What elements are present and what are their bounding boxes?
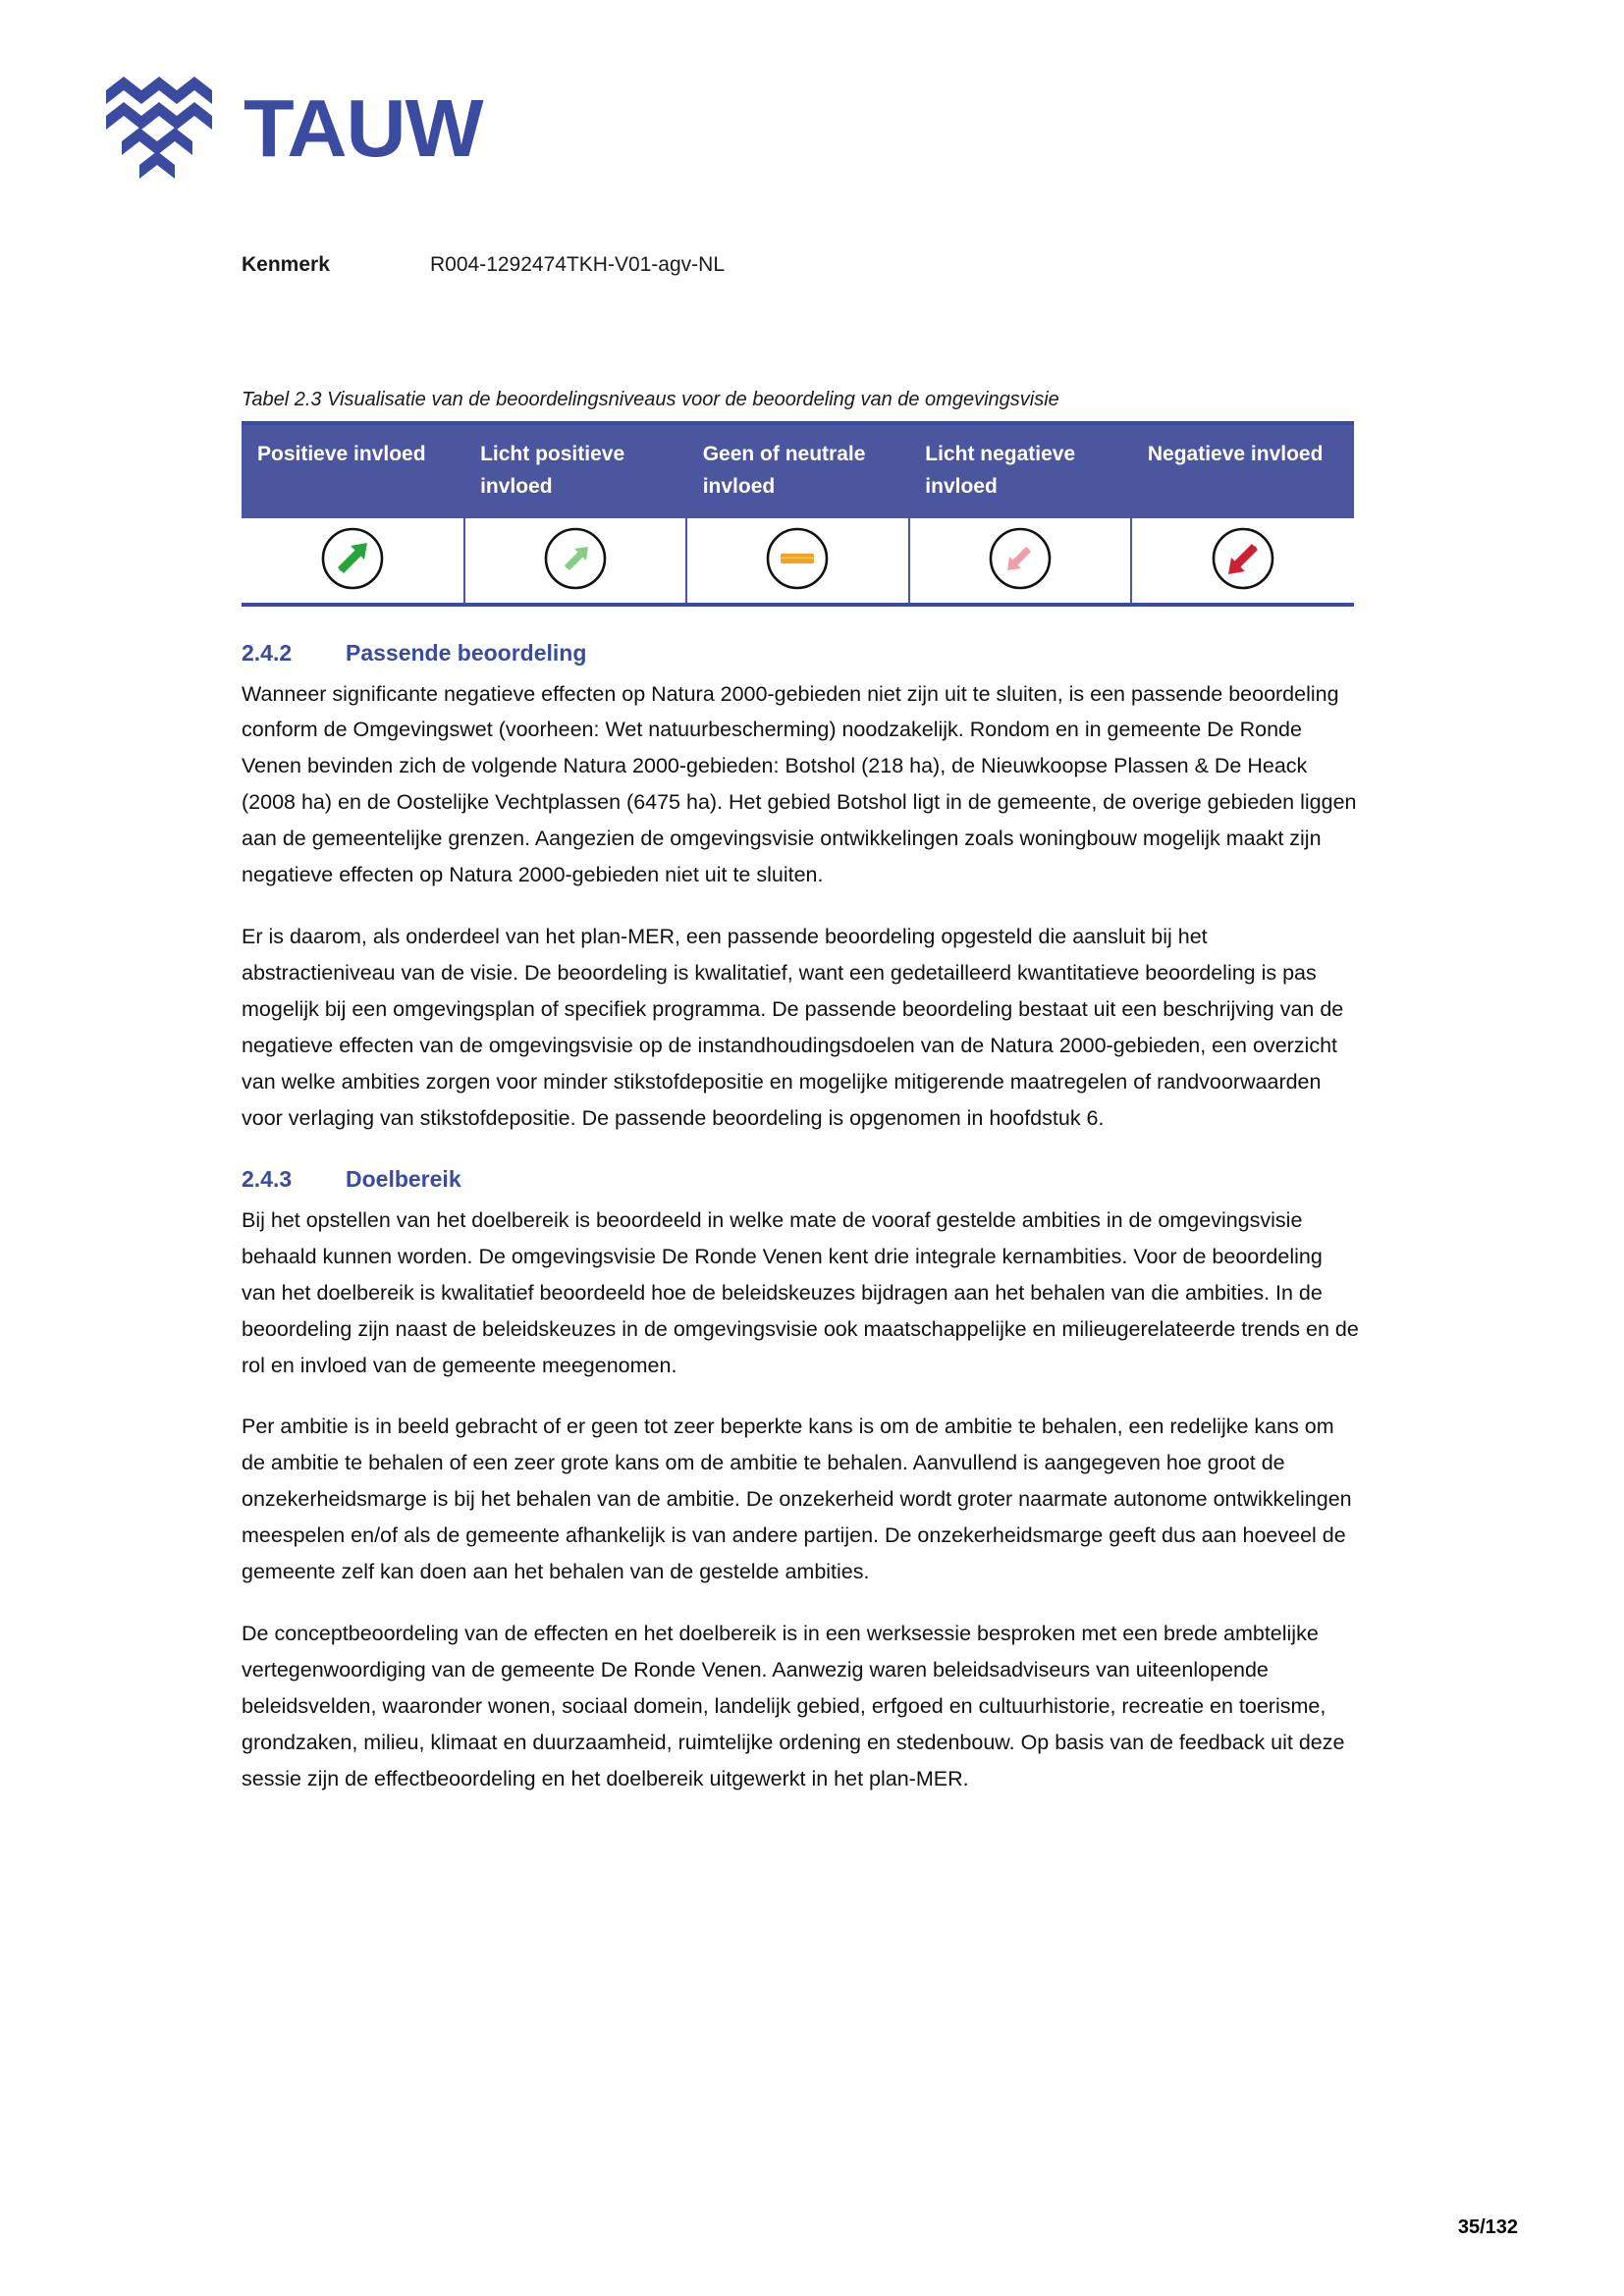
neutral-bar-orange-icon <box>764 525 831 592</box>
cell-icon-positieve-invloed <box>242 518 464 605</box>
paragraph: Er is daarom, als onderdeel van het plan-MER, een passende beoordeling opgesteld die aansluit bij het abstractieniveau van de visie. De beoordeling is kwalitatief, want een gedetailleerd kwantitatieve beoordeling is pas mogelijk bij een omgevingsplan of specifiek programma. De passende beoordeling bestaat uit een beschrijving van de negatieve effecten van de omgevingsvisie op de instandhoudingsdoelen van de Natura 2000-gebieden, een overzicht van welke ambities zorgen voor minder stikstofdepositie en mogelijke mitigerende maatregelen of randvoorwaarden voor verlaging van stikstofdepositie. De passende beoordeling is opgenomen in hoofdstuk 6. <box>242 925 1344 1131</box>
paragraph: Per ambitie is in beeld gebracht of er geen tot zeer beperkte kans is om de ambitie te behalen, een redelijke kans om de ambitie te behalen of een zeer grote kans om de ambitie te behalen. Aanvullend is aangegeven hoe groot de onzekerheidsmarge is bij het behalen van de ambitie. De onzekerheid wordt groter naarmate autonome ontwikkelingen meespelen en/of als de gemeente afhankelijk is van andere partijen. De onzekerheidsmarge geeft dus aan hoeveel de gemeente zelf kan doen aan het behalen van de gestelde ambities. <box>242 1415 1352 1584</box>
arrow-up-right-strong-green-icon <box>319 525 386 592</box>
section-heading-2-4-3 <box>242 1162 1361 1197</box>
table-icon-row <box>242 518 1354 605</box>
cell-icon-licht-positieve-invloed <box>464 518 687 605</box>
kenmerk-row <box>242 253 725 277</box>
tauw-chevron-logo-icon <box>102 77 222 179</box>
page-number: 35/132 <box>1457 2216 1518 2238</box>
section-heading-2-4-2 <box>242 636 1361 670</box>
kenmerk-value: R004-1292474TKH-V01-agv-NL <box>430 253 725 276</box>
table-caption: Tabel 2.3 Visualisatie van de beoordelingsniveaus voor de beoordeling van de omgevingsvisie <box>242 389 1059 410</box>
paragraph: De conceptbeoordeling van de effecten en het doelbereik is in een werksessie besproken met een brede ambtelijke vertegenwoordiging van de gemeente De Ronde Venen. Aanwezig waren beleidsadviseurs van uiteenlopende beleidsvelden, waaronder wonen, sociaal domein, landelijk gebied, erfgoed en cultuurhistorie, recreatie en toerisme, grondzaken, milieu, klimaat en duurzaamheid, ruimtelijke ordening en stedenbouw. Op basis van de feedback uit deze sessie zijn de effectbeoordeling en het doelbereik uitgewerkt in het plan-MER. <box>242 1622 1345 1791</box>
paragraph: Wanneer significante negatieve effecten op Natura 2000-gebieden niet zijn uit te sluiten, is een passende beoordeling conform de Omgevingswet (voorheen: Wet natuurbescherming) noodzakelijk. Rondom en in gemeente De Ronde Venen bevinden zich de volgende Natura 2000-gebieden: Botshol (218 ha), de Nieuwkoopse Plassen & De Heack (2008 ha) en de Oostelijke Vechtplassen (6475 ha). Het gebied Botshol ligt in de gemeente, de overige gebieden liggen aan de gemeentelijke grenzen. Aangezien de omgevingsvisie ontwikkelingen zoals woningbouw mogelijk maakt zijn negatieve effecten op Natura 2000-gebieden niet uit te sluiten. <box>242 681 1357 887</box>
tauw-logo <box>102 77 483 179</box>
column-header-negatieve-invloed: Negatieve invloed <box>1131 423 1354 518</box>
table-2-3-block <box>242 389 1354 607</box>
cell-icon-licht-negatieve-invloed <box>909 518 1132 605</box>
column-header-licht-negatieve-invloed: Licht negatieve invloed <box>909 423 1132 518</box>
tauw-wordmark: TAUW <box>244 81 483 174</box>
arrow-down-left-light-red-icon <box>987 525 1054 592</box>
section-number: 2.4.2 <box>242 640 293 666</box>
section-title: Passende beoordeling <box>346 640 587 666</box>
cell-icon-geen-of-neutrale-invloed <box>686 518 909 605</box>
section-title: Doelbereik <box>346 1166 461 1193</box>
cell-icon-negatieve-invloed <box>1131 518 1354 605</box>
column-header-positieve-invloed: Positieve invloed <box>242 423 464 518</box>
column-header-licht-positieve-invloed: Licht positieve invloed <box>464 423 687 518</box>
arrow-up-right-light-green-icon <box>542 525 609 592</box>
column-header-geen-of-neutrale-invloed: Geen of neutrale invloed <box>686 423 909 518</box>
table-header-row <box>242 423 1354 518</box>
page-content <box>242 636 1361 1823</box>
beoordelingsniveaus-table <box>242 421 1354 607</box>
section-number: 2.4.3 <box>242 1166 293 1193</box>
paragraph: Bij het opstellen van het doelbereik is beoordeeld in welke mate de vooraf gestelde ambities in de omgevingsvisie behaald kunnen worden. De omgevingsvisie De Ronde Venen kent drie integrale kernambities. Voor de beoordeling van het doelbereik is kwalitatief beoordeeld hoe de beleidskeuzes bijdragen aan het behalen van die ambities. In de beoordeling zijn naast de beleidskeuzes in de omgevingsvisie ook maatschappelijke en milieugerelateerde trends en de rol en invloed van de gemeente meegenomen. <box>242 1207 1359 1377</box>
kenmerk-label: Kenmerk <box>242 253 330 276</box>
arrow-down-left-strong-red-icon <box>1210 525 1276 592</box>
